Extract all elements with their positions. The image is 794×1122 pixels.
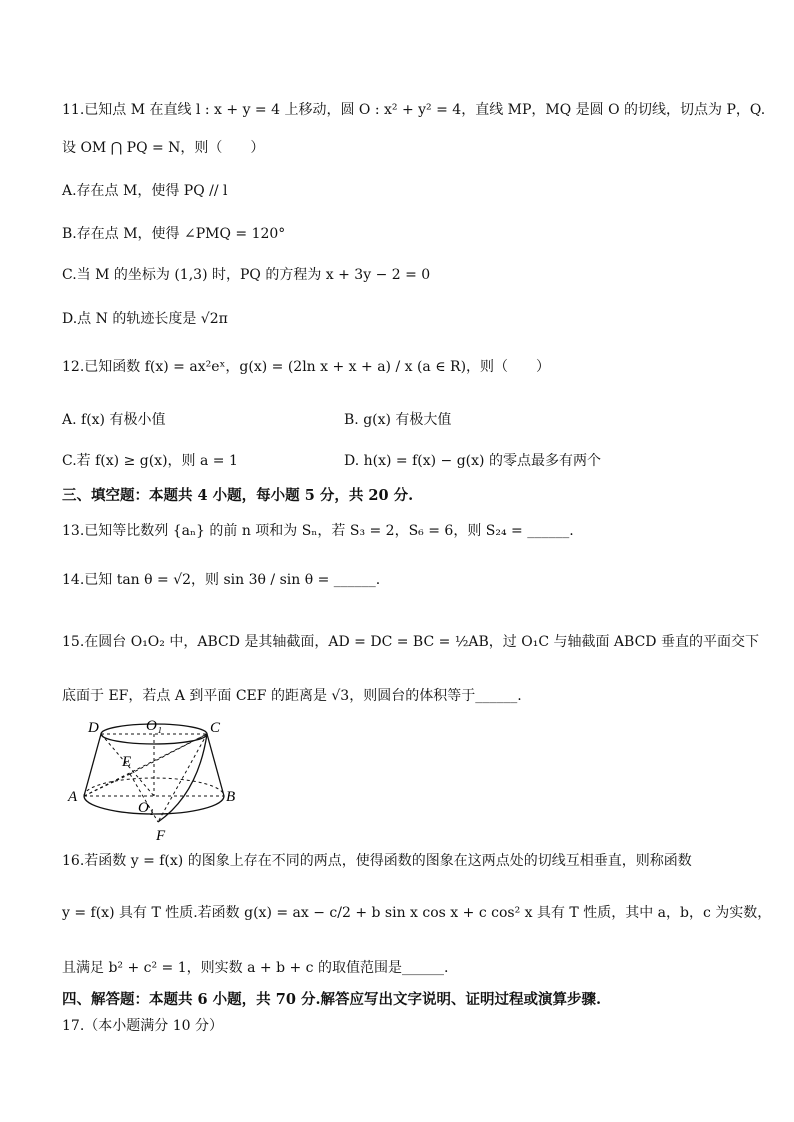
label-e: E <box>122 754 132 770</box>
label-d: D <box>88 720 99 736</box>
q12-option-b: B. g(x) 有极大值 <box>344 412 452 428</box>
q12-option-a: A. f(x) 有极小值 <box>62 412 166 428</box>
side-right <box>207 734 224 796</box>
q15-line2: 底面于 EF，若点 A 到平面 CEF 的距离是 √3，则圆台的体积等于______. <box>62 688 522 704</box>
q13-text: 13.已知等比数列 {aₙ} 的前 n 项和为 Sₙ，若 S₃ = 2，S₆ = 6，则 S₂₄ = ______. <box>62 523 574 539</box>
label-o-bottom: O₁ <box>138 800 155 816</box>
label-o1: O₁ <box>146 718 163 734</box>
q11-option-d: D.点 N 的轨迹长度是 √2π <box>62 311 228 327</box>
label-a: A <box>68 789 78 805</box>
q16-line2: y = f(x) 具有 T 性质.若函数 g(x) = ax − c/2 + b sin x cos x + c cos² x 具有 T 性质，其中 a，b，c 为实数， <box>62 905 772 921</box>
section4-heading: 四、解答题：本题共 6 小题，共 70 分.解答应写出文字说明、证明过程或演算步骤. <box>62 991 602 1008</box>
q14-text: 14.已知 tan θ = √2，则 sin 3θ / sin θ = ______. <box>62 572 381 588</box>
q12-option-d: D. h(x) = f(x) − g(x) 的零点最多有两个 <box>344 453 601 469</box>
label-c: C <box>210 720 221 736</box>
q11-option-b: B.存在点 M，使得 ∠PMQ = 120° <box>62 226 286 242</box>
bottom-ellipse-back <box>84 778 224 796</box>
q11-stem-line2: 设 OM ⋂ PQ = N，则（ ） <box>62 140 265 156</box>
label-b: B <box>226 789 236 805</box>
q11-option-a: A.存在点 M，使得 PQ // l <box>62 183 228 199</box>
segment-ce <box>130 734 207 774</box>
side-left <box>84 734 101 796</box>
q11-option-c: C.当 M 的坐标为 (1,3) 时，PQ 的方程为 x + 3y − 2 = 0 <box>62 267 431 283</box>
q12-stem: 12.已知函数 f(x) = ax²eˣ，g(x) = (2ln x + x + a) / x (a ∈ R)，则（ ） <box>62 359 551 375</box>
q15-line1: 15.在圆台 O₁O₂ 中，ABCD 是其轴截面，AD = DC = BC = ½AB，过 O₁C 与轴截面 ABCD 垂直的平面交下 <box>62 634 759 650</box>
q16-line1: 16.若函数 y = f(x) 的图象上存在不同的两点，使得函数的图象在这两点处的切线互相垂直，则称函数 <box>62 853 692 869</box>
label-f: F <box>156 828 166 844</box>
section3-heading: 三、填空题：本题共 4 小题，每小题 5 分，共 20 分. <box>62 487 414 504</box>
frustum-figure <box>66 716 246 844</box>
q11-stem-line1: 11.已知点 M 在直线 l : x + y = 4 上移动，圆 O : x² + y² = 4，直线 MP，MQ 是圆 O 的切线，切点为 P，Q. <box>62 102 766 118</box>
q12-option-c: C.若 f(x) ≥ g(x)，则 a = 1 <box>62 453 238 469</box>
q16-line3: 且满足 b² + c² = 1，则实数 a + b + c 的取值范围是______. <box>62 960 449 976</box>
q17-heading: 17.（本小题满分 10 分） <box>62 1018 223 1034</box>
